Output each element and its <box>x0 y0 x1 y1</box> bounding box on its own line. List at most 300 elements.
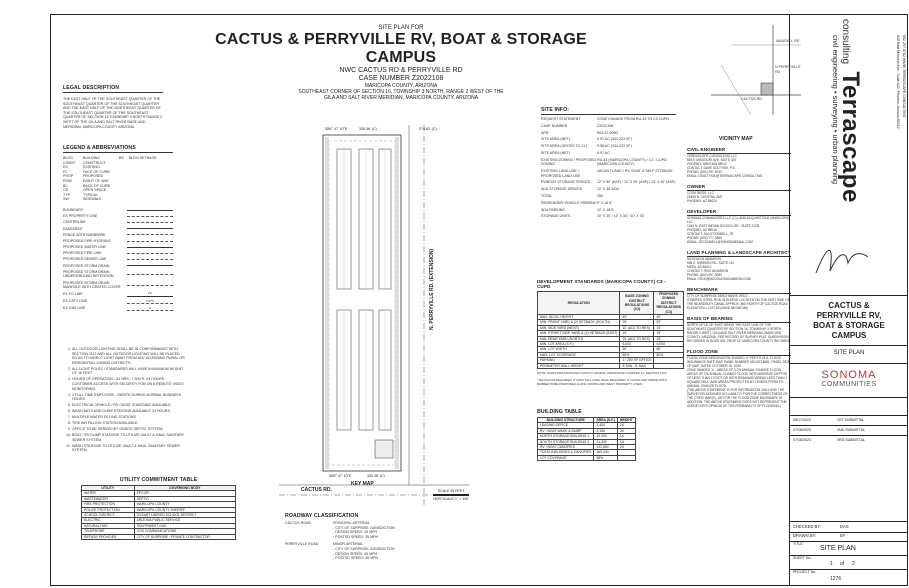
west-landscape-strip <box>325 137 329 469</box>
roadway-lines <box>333 542 435 560</box>
table-cell: ELECTRIC <box>82 518 135 523</box>
legend-symbol-swatch <box>127 228 173 229</box>
dev-note-2: * DEVIATION REQUIRED, 6' (MAX TALL) CMU WALL REQUIRED, 8' CHAIN LINK FENCE WITH BARBED WIRE PROPOSED ALONG NORTH AND WEST PROPERTY LINES. <box>537 377 667 387</box>
contact-heading: DEVELOPER <box>687 209 791 216</box>
site-info-value: 12' X 50' (ASF) / 12' X 35' (ASF) / 12' X 45' (ASF) <box>597 180 676 185</box>
roadway-name: CACTUS ROAD <box>285 521 312 525</box>
table-cell: 20' <box>620 320 654 325</box>
table-cell: SCHOOL DISTRICT <box>82 513 135 518</box>
scale-title: SCALE IN FEET <box>437 489 465 493</box>
legend-symbol-swatch: G <box>127 306 173 312</box>
table-cell: 60' <box>620 347 654 352</box>
note-item: 3. HOURS OF OPERATION - 24 HRS / 7 DAYS, 24 HOURS CUSTOMER ACCESS WITH SECURITY FOB ON A REMOTE VIDEO MONITORING. <box>72 377 185 391</box>
building-table <box>537 417 636 461</box>
site-info-label: EXISTING ZONING / PROPOSED ZONING <box>541 157 597 167</box>
table-cell: PARKING <box>538 358 620 363</box>
table-header-cell: PROPOSED ZONING DISTRICT REGULATIONS (C3) <box>654 292 683 315</box>
checked-by-value: DAS <box>840 524 849 529</box>
site-info-label: SITE AREA (NET) <box>541 150 570 155</box>
legend-symbol-swatch <box>127 285 173 286</box>
table-cell: 14' <box>617 434 635 439</box>
abbrev-list <box>63 156 173 202</box>
legend-symbol-row <box>63 281 173 290</box>
roadway-line: - CITY OF SURPRISE JURISDICTION <box>333 546 395 551</box>
vicinity-label-perryville: N PERRYVILLE RD <box>775 65 801 74</box>
contact-line: FLOOD ZONE DESIGNATION SHADED 'X' PER F.E.M.A. FLOOD INSURANCE RATE MAP, PANEL NUMBER 04013C1665L, PANEL SIDE OF MAP, DATED OCTOBER 16, 2013. <box>687 356 790 368</box>
drawing-sheet <box>50 14 908 586</box>
contact-blocks <box>687 147 791 414</box>
abbrev-row <box>63 197 173 202</box>
abbrev-cell: OS <box>63 188 69 193</box>
contact-line: CONTACT: DAVE SOLTYSIK, P.E. <box>687 166 736 170</box>
building-row <box>538 439 636 444</box>
bearing-bottom: S89° 47' 10"E <box>329 474 352 478</box>
contact-block <box>687 209 791 244</box>
dev-table <box>537 291 684 369</box>
brand-name: Terrascape <box>837 71 864 203</box>
note-item: 8. TIRE AIR FILLING STATION AVAILABLE. <box>72 421 185 426</box>
table-cell: SEPTIC <box>134 496 235 501</box>
site-plan-svg <box>279 125 469 505</box>
note-item: 5. ELECTRICAL VEHICLE / RV / BOAT CHARGING AVAILABLE. <box>72 403 185 408</box>
site-info-value: Z2022108 <box>597 123 614 128</box>
abbrev-cell: CONST <box>63 160 76 165</box>
table-cell: 40' <box>620 315 654 320</box>
site-info-row <box>541 158 676 167</box>
table-cell: 2,400 <box>594 423 618 428</box>
roadway-item <box>285 542 435 560</box>
site-info-value: 9.98 AC (434,223 SF) <box>597 144 632 149</box>
contact-line: PHONE: (602) 297-8732 <box>687 170 722 174</box>
legend-symbol-swatch <box>127 216 173 217</box>
road-label-east: N. PERRYVILLE RD. (EXTENSION) <box>429 248 435 330</box>
utility-row <box>82 534 236 539</box>
note-item: 7. MULTIPLE WATER FILLING STATIONS. <box>72 415 185 420</box>
site-info-row <box>541 117 676 122</box>
legend-symbol-swatch <box>127 222 173 223</box>
legend-symbol-label: EX CATV LINE <box>63 299 88 304</box>
site-info-row <box>541 194 676 199</box>
contact-line: PHOENIX, ARIZONA 85012 <box>687 162 727 166</box>
roadway-list <box>285 521 435 561</box>
submittal-date: 07/18/2023 <box>793 438 811 442</box>
table-header-cell: BUILDING STRUCTURE <box>538 418 594 423</box>
sheet-number-total: 2 <box>852 561 855 567</box>
site-info-label: CASE NUMBER <box>541 123 568 128</box>
contact-line: SONOMA COMMUNITIES LLC (C) LAND ACQUISITIONS (MARICOPA) LLC <box>687 216 790 224</box>
table-cell: POLICE PROTECTION <box>82 507 135 512</box>
table-cell: RV / BOAT WASH & DUMP <box>538 428 594 433</box>
abbrev-cell: BS <box>119 156 124 160</box>
brand-logo <box>836 19 864 203</box>
legend-symbol-row <box>63 245 173 250</box>
site-info-row <box>541 131 676 136</box>
table-cell: WASTEWATER <box>82 496 135 501</box>
abbrev-cell: BC <box>63 183 68 188</box>
page-title: CACTUS & PERRYVILLE RV, BOAT & STORAGE CAMPUS <box>215 31 587 66</box>
building-table-block <box>537 409 632 461</box>
table-cell: ARIZONA PUBLIC SERVICE <box>134 518 235 523</box>
vicinity-map-label: VICINITY MAP <box>719 136 753 142</box>
site-info-value: RU-43 (MARICOPA COUNTY) / C3 - CUPD (MARICOPA COUNTY) <box>597 157 667 167</box>
table-cell: 8' MIN - 8' MAX <box>620 363 654 368</box>
table-cell: 16' <box>617 423 635 428</box>
roadway-item <box>285 521 435 539</box>
table-cell: EPCOR <box>134 491 235 496</box>
site-info-value: ZONE CHANGE FROM RU-43 TO C3 CUPD <box>597 117 669 121</box>
building-row <box>538 434 636 439</box>
contact-line: TERRASCAPE CONSULTING LLC <box>687 154 737 158</box>
legend-symbol-swatch <box>127 274 173 275</box>
site-info-heading: SITE INFO: <box>541 107 676 115</box>
site-info-value: 9' X 18.5' <box>597 200 612 205</box>
general-notes <box>63 347 185 454</box>
legend-symbol-row <box>63 239 173 244</box>
project-number-label: PROJECT No. <box>793 570 817 574</box>
abbrev-cell: CONSTRUCT <box>83 160 106 165</box>
contact-line: (THE ABOVE STATEMENT IS FOR INFORMATION ONLY AND THE SURVEYOR ASSUMES NO LIABILITY FOR THE CORRECTNESS OF THE CITED MAP(S), OR FOR THE FLOOD ZONE BOUNDARY. IN ADDITION, THE ABOVE STATEMENT DOES NOT REPRESENT THE SURVEYOR'S OPINION OF THE PROBABILITY OF FLOODING.) <box>687 388 788 408</box>
title-prefix: SITE PLAN FOR <box>378 25 424 31</box>
abbrev-cell: EXISTING <box>83 165 100 170</box>
table-cell: 15,300 <box>594 434 618 439</box>
roadway-heading: ROADWAY CLASSIFICATION <box>285 513 359 519</box>
site-info-row <box>541 201 676 206</box>
abbrev-cell: TYPICAL <box>83 192 98 197</box>
leasing-office <box>375 440 393 458</box>
contact-line: EMAIL: DSOLTYSIK@TERRASCAPE.CONSULTING <box>687 174 763 178</box>
table-cell: NORTH STORAGE BUILDING 1 <box>538 434 594 439</box>
submittal-row <box>790 425 908 435</box>
table-cell: 25' <box>654 336 683 341</box>
table-header-row <box>538 292 684 315</box>
brand-subtitle: civil engineering • surveying • urban planning <box>831 35 840 185</box>
legal-description <box>63 85 163 129</box>
site-info-label: RV/BOAT STORAGE SPACES <box>541 180 591 185</box>
title-block-header <box>211 25 591 101</box>
bearing-top: S89° 47' 10"E <box>325 127 348 131</box>
table-cell: 25' (ADJ TO RES) <box>620 336 654 341</box>
legend-symbol-swatch: FO <box>127 291 173 297</box>
submittal-row <box>790 435 908 445</box>
table-cell: 10' <box>654 325 683 330</box>
table-header-cell: HEIGHT <box>617 418 635 423</box>
contact-line: 535 E. MISSION RD., SUITE 110 <box>687 261 735 265</box>
legend-symbol-swatch <box>127 253 173 254</box>
roadway-line: PRINCIPAL ARTERIAL <box>333 521 370 525</box>
contact-heading: LAND PLANNING & LANDSCAPE ARCHITECT <box>687 250 791 255</box>
contact-heading: OWNER <box>687 184 791 191</box>
table-cell: 50% <box>620 352 654 357</box>
legend-symbol-row <box>63 270 173 279</box>
table-cell: SOUTH STORAGE BUILDING 2 <box>538 439 594 444</box>
table-cell: 6,000 <box>620 342 654 347</box>
roadway-line: - CITY OF SURPRISE JURISDICTION <box>333 525 395 530</box>
site-info-value: VACANT LAND / RV, BOAT & SELF STORAGE <box>597 169 673 174</box>
scale-bar <box>421 489 481 501</box>
legend-heading: LEGEND & ABBREVIATIONS <box>63 145 173 153</box>
legend-symbol-row <box>63 291 173 297</box>
contact-line: 21855 N. CENTRAL AVE <box>687 195 723 199</box>
contact-block <box>687 287 791 310</box>
abbrev-cell: BLDG SETBACK <box>129 156 157 160</box>
east-landscape-strip <box>395 137 399 469</box>
site-info-value: 10' X 30' / 10' X 30' / 10' X 30' <box>597 214 645 219</box>
sheet-title-value: SITE PLAN <box>820 545 856 552</box>
abbrev-cell: BACK OF CURB <box>83 183 110 188</box>
table-cell <box>654 363 683 368</box>
development-standards <box>537 279 681 387</box>
title-desc-1: SOUTHEAST CORNER OF SECTION 16, TOWNSHIP 3 NORTH, RANGE 2 WEST OF THE <box>298 89 504 95</box>
project-number <box>790 569 908 585</box>
table-cell: 50% <box>654 352 683 357</box>
sheet-number-value: 1 <box>830 561 833 567</box>
table-cell: 6,000 <box>654 342 683 347</box>
table-cell: SOUTHWEST GAS <box>134 523 235 528</box>
site-info-value: 12' X 35' ADA <box>597 187 619 192</box>
note-item: 10. BOAT / RV DUMP STATIONS TO UTILIZE VAULT & HAUL SANITARY SEWER SYSTEM. <box>72 433 185 442</box>
roadway-line: - DESIGN SPEED: 45 MPH <box>333 530 378 535</box>
project-line-3: BOAT & STORAGE <box>813 321 885 330</box>
contact-heading: FLOOD ZONE <box>687 349 791 356</box>
site-info-label: SITE AREA (GROSS TO CL) <box>541 144 588 149</box>
contact-line: PHOENIX, AZ 85016 <box>687 228 717 232</box>
abbrev-cell: BUILDING <box>83 156 100 160</box>
legend-symbol-label: PROPOSED WATER LINE <box>63 245 106 250</box>
building-row <box>538 455 636 460</box>
table-cell: 165,344 <box>594 450 618 455</box>
note-item: 6. WASH BAYS AND DUMP STATIONS AVAILABLE 24 HOURS. <box>72 409 185 414</box>
legend-symbol-row <box>63 227 173 232</box>
site-info-value: 250 <box>597 194 603 198</box>
site-info-value: 9.97 AC <box>597 150 610 155</box>
legend-symbol-row <box>63 306 173 312</box>
legend-symbol-row <box>63 299 173 305</box>
title-desc-2: GILA AND SALT RIVER MERIDIAN, MARICOPA COUNTY, ARIZONA <box>323 95 479 101</box>
contact-line: CONTACT: RICK ADAMSON <box>687 269 729 273</box>
vicinity-map <box>701 25 801 142</box>
title-block <box>789 15 908 586</box>
dim-top-1: 330.36' (C) <box>359 127 377 131</box>
contact-line: MCGOUGH ADAMSON <box>687 257 721 261</box>
project-name <box>790 301 908 341</box>
table-cell: 3,150 <box>594 428 618 433</box>
contact-line: 1440 N. EAST INDIAN SCHOOL RD., SUITE 212B <box>687 224 760 228</box>
legal-heading: LEGAL DESCRIPTION <box>63 85 163 93</box>
sheet-title-label: TITLE: <box>793 542 804 546</box>
site-info-label: REQUEST STATEMENT <box>541 117 581 121</box>
sonoma-line-2: COMMUNITIES <box>821 381 877 388</box>
contact-line: PHONE: (602) 997-9093 <box>687 273 722 277</box>
submittal-row <box>790 415 908 425</box>
dim-bottom: 330.36' (C) <box>367 474 385 478</box>
sonoma-logo <box>790 369 908 388</box>
utility-heading: UTILITY COMMITMENT TABLE <box>119 477 198 483</box>
submittal-label: 1ST SUBMITTAL <box>837 418 865 422</box>
legend-symbol-label: CENTERLINE <box>63 220 86 225</box>
contact-line: CONTACT: JIM O'CONNELL, JR. <box>687 232 735 236</box>
note-item: 9. OFFICE TO BE SERVED BY ONSITE SEPTIC SYSTEM. <box>72 427 185 432</box>
symbol-list <box>63 208 173 311</box>
table-cell: MIN. REAR YARD (NORTH) <box>538 336 620 341</box>
abbrev-cell: PROPOSED <box>83 174 104 179</box>
note-item: 1. ALL OUTDOOR LIGHTING SHALL BE IN CONFORMANCE WITH SECTION 1112 AND ALL OUTDOOR LIGHTING WILL BE PLACED SO AS TO DIRECT LIGHT AWAY FROM ANY ADJOINING RURAL OR RESIDENTIAL ZONING DISTRICTS. <box>72 347 185 365</box>
note-item: 11. WASH STATIONS TO UTILIZE VAULT & HAUL SANITARY SEWER SYSTEM. <box>72 444 185 453</box>
legend-symbol-swatch <box>127 241 173 242</box>
utility-commitment <box>81 477 236 540</box>
table-cell: CITY OF SURPRISE / PRIVATE CONTRACTOR <box>134 534 235 539</box>
legend-symbol-label: PROPOSED SEWER LINE <box>63 257 107 262</box>
legend-symbol-swatch <box>127 265 173 266</box>
roadway-line: MINOR ARTERIAL <box>333 542 364 547</box>
table-cell: MIN. LOT AREA (S.F.) <box>538 342 620 347</box>
dim-top-2: 274.83' (C) <box>419 127 437 131</box>
table-cell: TOTAL BUILDINGS & CANOPIES <box>538 450 594 455</box>
submittal-date: 08/17/2022 <box>793 418 811 422</box>
checked-by-label: CHECKED BY: <box>793 524 822 529</box>
table-cell: 21,300 <box>594 439 618 444</box>
legend-symbol-swatch <box>127 234 173 235</box>
table-cell: MARICOPA COUNTY SHERIFF <box>134 507 235 512</box>
site-info-row <box>541 214 676 219</box>
dev-heading: DEVELOPMENT STANDARDS (MARICOPA COUNTY) C3 - CUPD <box>537 279 666 289</box>
contact-line: ZONE SHADED 'X' - AREAS OF 0.2% ANNUAL CHANCE FLOOD; AREAS OF 1% ANNUAL CHANCE FLOOD WITH AVERAGE DEPTHS OF LESS THAN 1 FOOT OR WITH DRAINAGE AREAS LESS THAN 1 SQUARE MILE; AND AREAS PROTECTED BY LEVEES FROM 1% ANNUAL CHANCE FLOOD. <box>687 368 788 388</box>
site-info-row <box>541 180 676 185</box>
legend-symbol-label: PROPOSED STORM DRAIN MANHOLE WITH GRATED COVER <box>63 280 121 290</box>
submittal-list <box>790 415 908 445</box>
contact-line: MESA, AZ 85210 <box>687 265 712 269</box>
site-info-row <box>541 208 676 213</box>
brand-address: 645 East Missouri Ave., Suite 420, Phoenix, Arizona 85012 <box>896 35 900 129</box>
legend-symbol-row <box>63 214 173 219</box>
table-cell <box>617 455 635 460</box>
dev-note-1: NOTE: SIGNS PER MARICOPA COUNTY ZONING ORDINANCE CHAPTER 14, SECTION 1403 <box>537 371 667 376</box>
building-heading: BUILDING TABLE <box>537 409 582 415</box>
site-info-label: ADA PARKING <box>541 207 566 212</box>
site-info-row <box>541 169 676 178</box>
legend-symbol-row <box>63 208 173 213</box>
legend-symbol-swatch: CATV <box>127 299 173 305</box>
title-sub-3: MARICOPA COUNTY, ARIZONA <box>364 83 438 89</box>
table-cell: 60' <box>654 347 683 352</box>
table-header-cell: UTILITY <box>82 486 135 491</box>
submittal-date: 07/18/2023 <box>793 428 811 432</box>
contact-heading: BASIS OF BEARING <box>687 316 791 323</box>
table-header-cell: REGULATION <box>538 292 620 315</box>
site-info-row <box>541 187 676 192</box>
abbrev-cell: TYP <box>63 192 70 197</box>
contact-block <box>687 250 791 281</box>
notes-list <box>63 347 185 453</box>
table-cell: 33' <box>654 331 683 336</box>
legend-symbol-label: BOUNDARY <box>63 207 84 212</box>
submittal-label: 2ND SUBMITTAL <box>837 428 866 432</box>
table-cell: MIN. LOT WIDTH <box>538 347 620 352</box>
table-cell: COX COMMUNICATIONS <box>134 529 235 534</box>
contact-block <box>687 184 791 203</box>
table-cell: 24' <box>617 445 635 450</box>
table-cell: TELEPHONE <box>82 529 135 534</box>
utility-table <box>81 485 236 540</box>
site-info-label: SITE AREA (NET) <box>541 137 570 142</box>
roadway-name: PERRYVILLE ROAD <box>285 542 319 547</box>
legend-symbol-label: EX PROPERTY LINE <box>63 214 98 219</box>
submittal-label: 3RD SUBMITTAL <box>837 438 866 442</box>
site-info-label: TOTAL <box>541 194 553 198</box>
seal <box>808 233 878 283</box>
vicinity-label-cactus: CACTUS RD <box>741 97 762 101</box>
table-cell: 52' <box>654 320 683 325</box>
table-header-cell: AREA (S.F.) <box>594 418 618 423</box>
abbrev-cell: OPEN SPACE <box>83 188 107 193</box>
abbrev-cell: SIDEWALK <box>83 197 102 202</box>
contact-line: ELEVATION = 1227.63 (NAVD 88 DATUM) <box>687 306 748 310</box>
legend-symbol-label: PROPOSED STORM DRAIN UNDERGROUND RETENTION <box>63 269 114 279</box>
contact-line: EMAIL: JOCONNELL@SONOMAEMAIL.COM <box>687 240 753 244</box>
sheet-number-of: of <box>840 561 845 567</box>
site-info-value: 502-37-009G <box>597 130 619 135</box>
table-cell: LEASING OFFICE <box>538 423 594 428</box>
sheet-number-label: SHEET No. <box>793 556 812 560</box>
site-info-label: EXISTING LAND USE / PROPOSED LAND USE <box>541 169 581 178</box>
contact-block <box>687 316 791 343</box>
site-info-value: 9.97 AC (434,223 SF) <box>597 137 632 142</box>
legal-text: THE EAST HALF OF THE SOUTHEAST QUARTER OF THE SOUTHEAST QUARTER OF THE SOUTHEAST QUARTER AND THE EAST HALF OF THE NORTHEAST QUARTER OF THE SOUTHEAST QUARTER OF THE SOUTHEAST QUARTER OF SECTION 16 TOWNSHIP 3 NORTH RANGE 2 WEST OF THE GILA AND SALT RIVER BASE AND MERIDIAN, MARICOPA COUNTY ARIZONA <box>63 97 163 129</box>
table-cell: RV / BOAT CANOPIES <box>538 445 594 450</box>
drawn-by-label: DRAWN BY: <box>793 533 817 538</box>
sheet-number <box>790 555 908 570</box>
scale-text: HOR SCALE 1" = 100' <box>433 497 469 501</box>
table-cell: REFUSE PROVIDER <box>82 534 135 539</box>
legend-symbol-swatch <box>127 259 173 260</box>
legend-symbol-row <box>63 233 173 238</box>
abbrev-cell <box>129 197 169 202</box>
abbrev-cell: ROW <box>63 178 72 183</box>
vicinity-label-waddell: WADDELL RD <box>776 39 800 43</box>
table-cell: MAX. LOT COVERAGE <box>538 352 620 357</box>
table-cell: MIN. STREET SIDE YARD & (2) SETBACK (EAST) <box>538 331 620 336</box>
site-marker <box>761 83 773 95</box>
road-label-south: CACTUS RD. <box>301 487 332 493</box>
contact-line: 645 E MISSOURI AVE, SUITE 420 <box>687 158 737 162</box>
table-cell: FIRE PROTECTION <box>82 502 135 507</box>
site-info-row <box>541 137 676 142</box>
site-info-label: PASSENGER VEHICLE PARKING <box>541 200 597 205</box>
project-line-1: CACTUS & <box>828 301 870 310</box>
contact-line: EMAIL: RICK@MCGOUGHADAMSON.COM <box>687 277 751 281</box>
legend-symbol-label: PROPOSED STORM DRAIN <box>63 263 110 268</box>
table-cell: MAX. BLDG. HEIGHT <box>538 315 620 320</box>
project-number-value: 1276 <box>830 576 842 582</box>
contact-line: STAMPED STEEL ROD IN SLEEVE LOCATED ON THE EAST SIDE OF THE BEARDSLEY CANAL APPROX. 360' NORTH OF CACTUS ROAD <box>687 298 790 306</box>
legend-symbol-swatch <box>127 210 173 211</box>
signature-svg <box>808 233 878 283</box>
site-info-list <box>541 117 676 219</box>
site-info-label: STORAGE UNITS <box>541 214 571 219</box>
table-cell: 10' (ADJ TO RES) <box>620 325 654 330</box>
table-header-cell: BASE ZONING DISTRICT REGULATIONS (C3) <box>620 292 654 315</box>
legend-symbol-row <box>63 264 173 269</box>
abbrev-cell: FC <box>63 169 68 174</box>
table-header-cell: GOVERNING BODY <box>134 486 235 491</box>
site-info-label: ADA STORAGE SPACES <box>541 187 583 192</box>
site-info-row <box>541 151 676 156</box>
table-cell: 24' <box>617 428 635 433</box>
table-cell: DYSART UNIFIED SCHOOL DISTRICT <box>134 513 235 518</box>
abbrev-cell: FACE OF CURB <box>83 169 110 174</box>
title-sub-1: NWC CACTUS RD & PERRYVILLE RD <box>339 67 463 74</box>
legend-symbol-label: PROPOSED FIRE LINE <box>63 251 102 256</box>
table-cell: 1 / 250 SF OFFICE <box>620 358 654 363</box>
